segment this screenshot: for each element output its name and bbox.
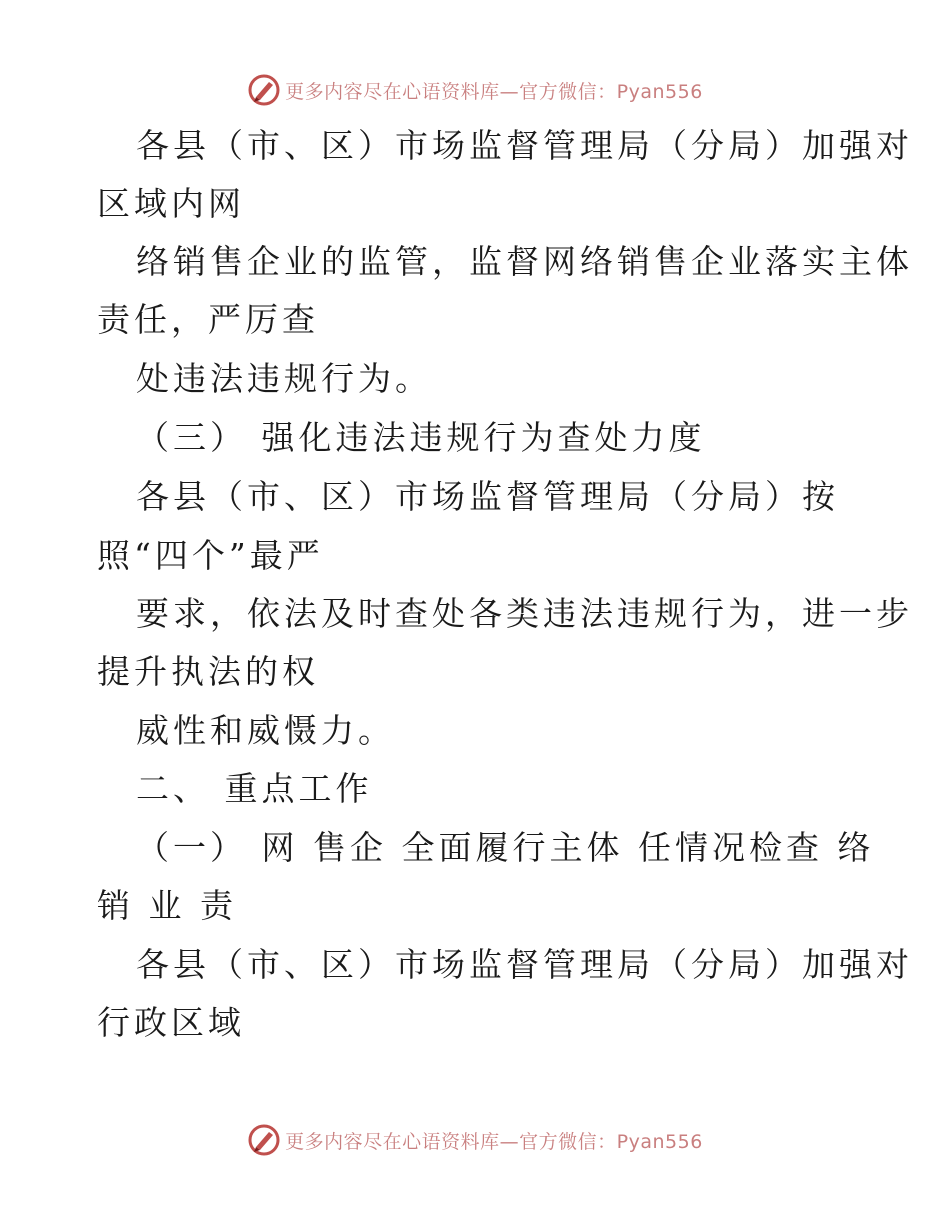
body-line: 提升执法的权: [97, 652, 319, 691]
body-line: 区域内网: [97, 184, 245, 223]
body-line: 络销售企业的监管，监督网络销售企业落实主体: [136, 242, 913, 281]
body-line: 各县（市、区）市场监督管理局（分局）按: [136, 477, 839, 516]
body-line: 要求，依法及时查处各类违法违规行为，进一步: [136, 594, 913, 633]
watermark-text: 更多内容尽在心语资料库—官方微信：Pyan556: [285, 1130, 703, 1153]
watermark-footer: [0, 1120, 950, 1160]
body-line: 威性和威慑力。: [136, 711, 395, 750]
body-line: 照“四个”最严: [97, 536, 324, 575]
section-heading: （三） 强化违法违规行为查处力度: [136, 418, 706, 457]
body-line: 销 业 责: [97, 886, 237, 925]
pen-circle-logo: [247, 73, 281, 107]
section-heading: 二、 重点工作: [136, 769, 373, 808]
section-heading: （一） 网 售企 全面履行主体 任情况检查 络: [136, 828, 875, 867]
pen-circle-logo: [247, 1123, 281, 1157]
body-line: 各县（市、区）市场监督管理局（分局）加强对: [136, 945, 913, 984]
watermark-text: 更多内容尽在心语资料库—官方微信：Pyan556: [285, 80, 703, 103]
watermark-header: [0, 70, 950, 110]
body-line: 处违法违规行为。: [136, 359, 432, 398]
body-line: 责任，严厉查: [97, 300, 319, 339]
body-line: 各县（市、区）市场监督管理局（分局）加强对: [136, 126, 913, 165]
body-line: 行政区域: [97, 1003, 245, 1042]
